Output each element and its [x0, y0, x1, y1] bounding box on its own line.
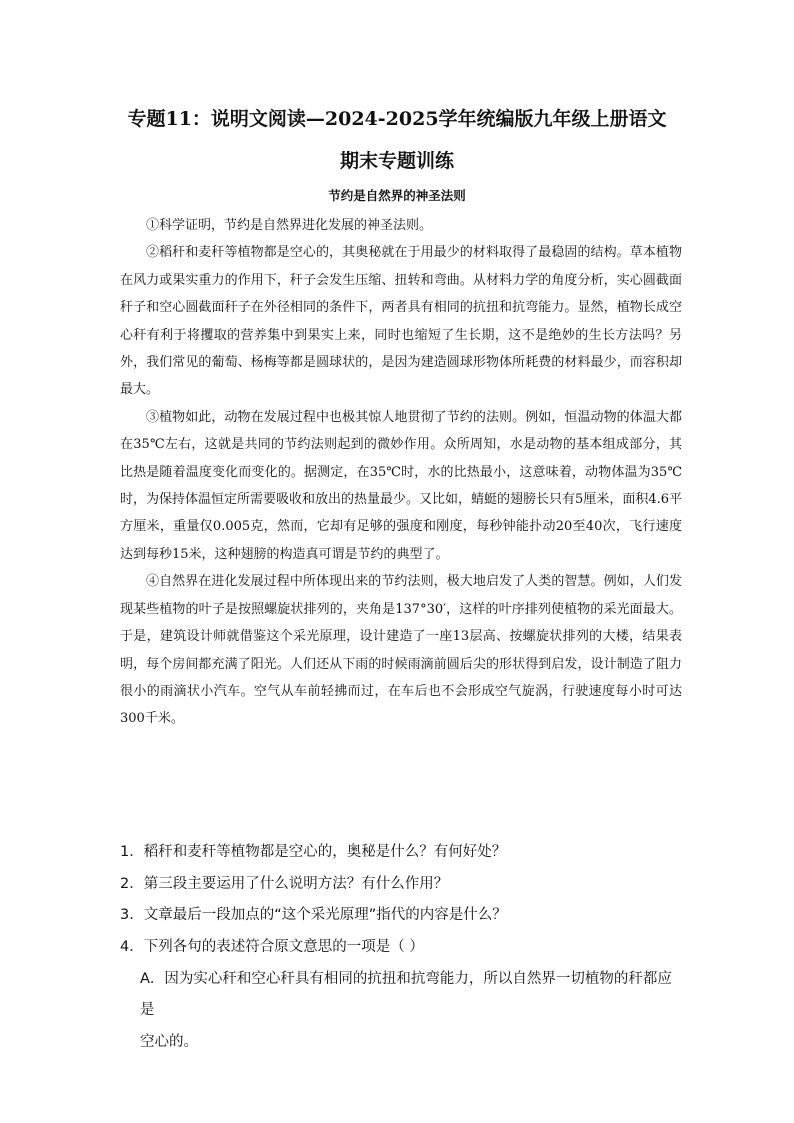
- question-4: 4．下列各句的表述符合原文意思的一项是（ ）: [120, 939, 424, 956]
- paragraph-3: ③植物如此，动物在发展过程中也极其惊人地贯彻了节约的法则。例如，恒温动物的体温大都在35℃左右，这就是共同的节约法则起到的微妙作用。众所周知，水是动物的基本组成部分，其比热是随着温度变化而变化的。据测定，在35℃时，水的比热最小，这意味着，动物体温为35℃时，为保持体温恒定所需要吸收和放出的热量最少。又比如，蜻蜓的翅膀长只有5厘米，面积4.6平方厘米，重量仅0.005克，然而，它却有足够的强度和刚度，每秒钟能扑动20至40次，飞行速度达到每秒15米，这种翅膀的构造真可谓是节约的典型了。: [120, 409, 682, 562]
- paragraph-1: ①科学证明，节约是自然界进化发展的神圣法则。: [146, 218, 433, 233]
- question-list: [120, 837, 682, 1059]
- option-a-line1: A．因为实心秆和空心秆具有相同的抗扭和抗弯能力，所以自然界一切植物的秆都应是: [140, 970, 672, 1019]
- article-title: 节约是自然界的神圣法则: [328, 188, 466, 203]
- paragraph-2: ②稻秆和麦秆等植物都是空心的，其奥秘就在于用最少的材料取得了最稳固的结构。草本植物在风力或果实重力的作用下，秆子会发生压缩、扭转和弯曲。从材料力学的角度分析，实心圆截面秆子和空心圆截面秆子在外径相同的条件下，两者具有相同的抗扭和抗弯能力。显然，植物长成空心秆有利于将攫取的营养集中到果实上来，同时也缩短了生长期，这不是绝妙的生长方法吗？另外，我们常见的葡萄、杨梅等都是圆球状的，是因为建造圆球形物体所耗费的材料最少，而容积却最大。: [120, 245, 682, 398]
- paragraph-4: ④自然界在进化发展过程中所体现出来的节约法则，极大地启发了人类的智慧。例如，人们发现某些植物的叶子是按照螺旋状排列的，夹角是137°30′，这样的叶序排列使植物的采光面最大。于是，建筑设计师就借鉴这个采光原理，设计建造了一座13层高、按螺旋状排列的大楼，结果表明，每个房间都充满了阳光。人们还从下雨的时候雨滴前圆后尖的形状得到启发，设计制造了阻力很小的雨滴状小汽车。空气从车前轻拂而过，在车后也不会形成空气旋涡，行驶速度每小时可达300千米。: [120, 574, 682, 727]
- option-a-line2: 空心的。: [140, 1034, 198, 1051]
- document-title-line1: 专题11：说明文阅读—2024-2025学年统编版九年级上册语文: [127, 108, 667, 130]
- question-3: 3．文章最后一段加点的“这个采光原理”指代的内容是什么？: [120, 907, 507, 924]
- option-a: [140, 964, 682, 1059]
- document-title-line2: 期末专题训练: [339, 150, 454, 172]
- article-body: [120, 212, 682, 733]
- question-1: 1．稻秆和麦秆等植物都是空心的，奥秘是什么？有何好处？: [120, 844, 507, 860]
- question-2: 2．第三段主要运用了什么说明方法？有什么作用？: [120, 875, 449, 892]
